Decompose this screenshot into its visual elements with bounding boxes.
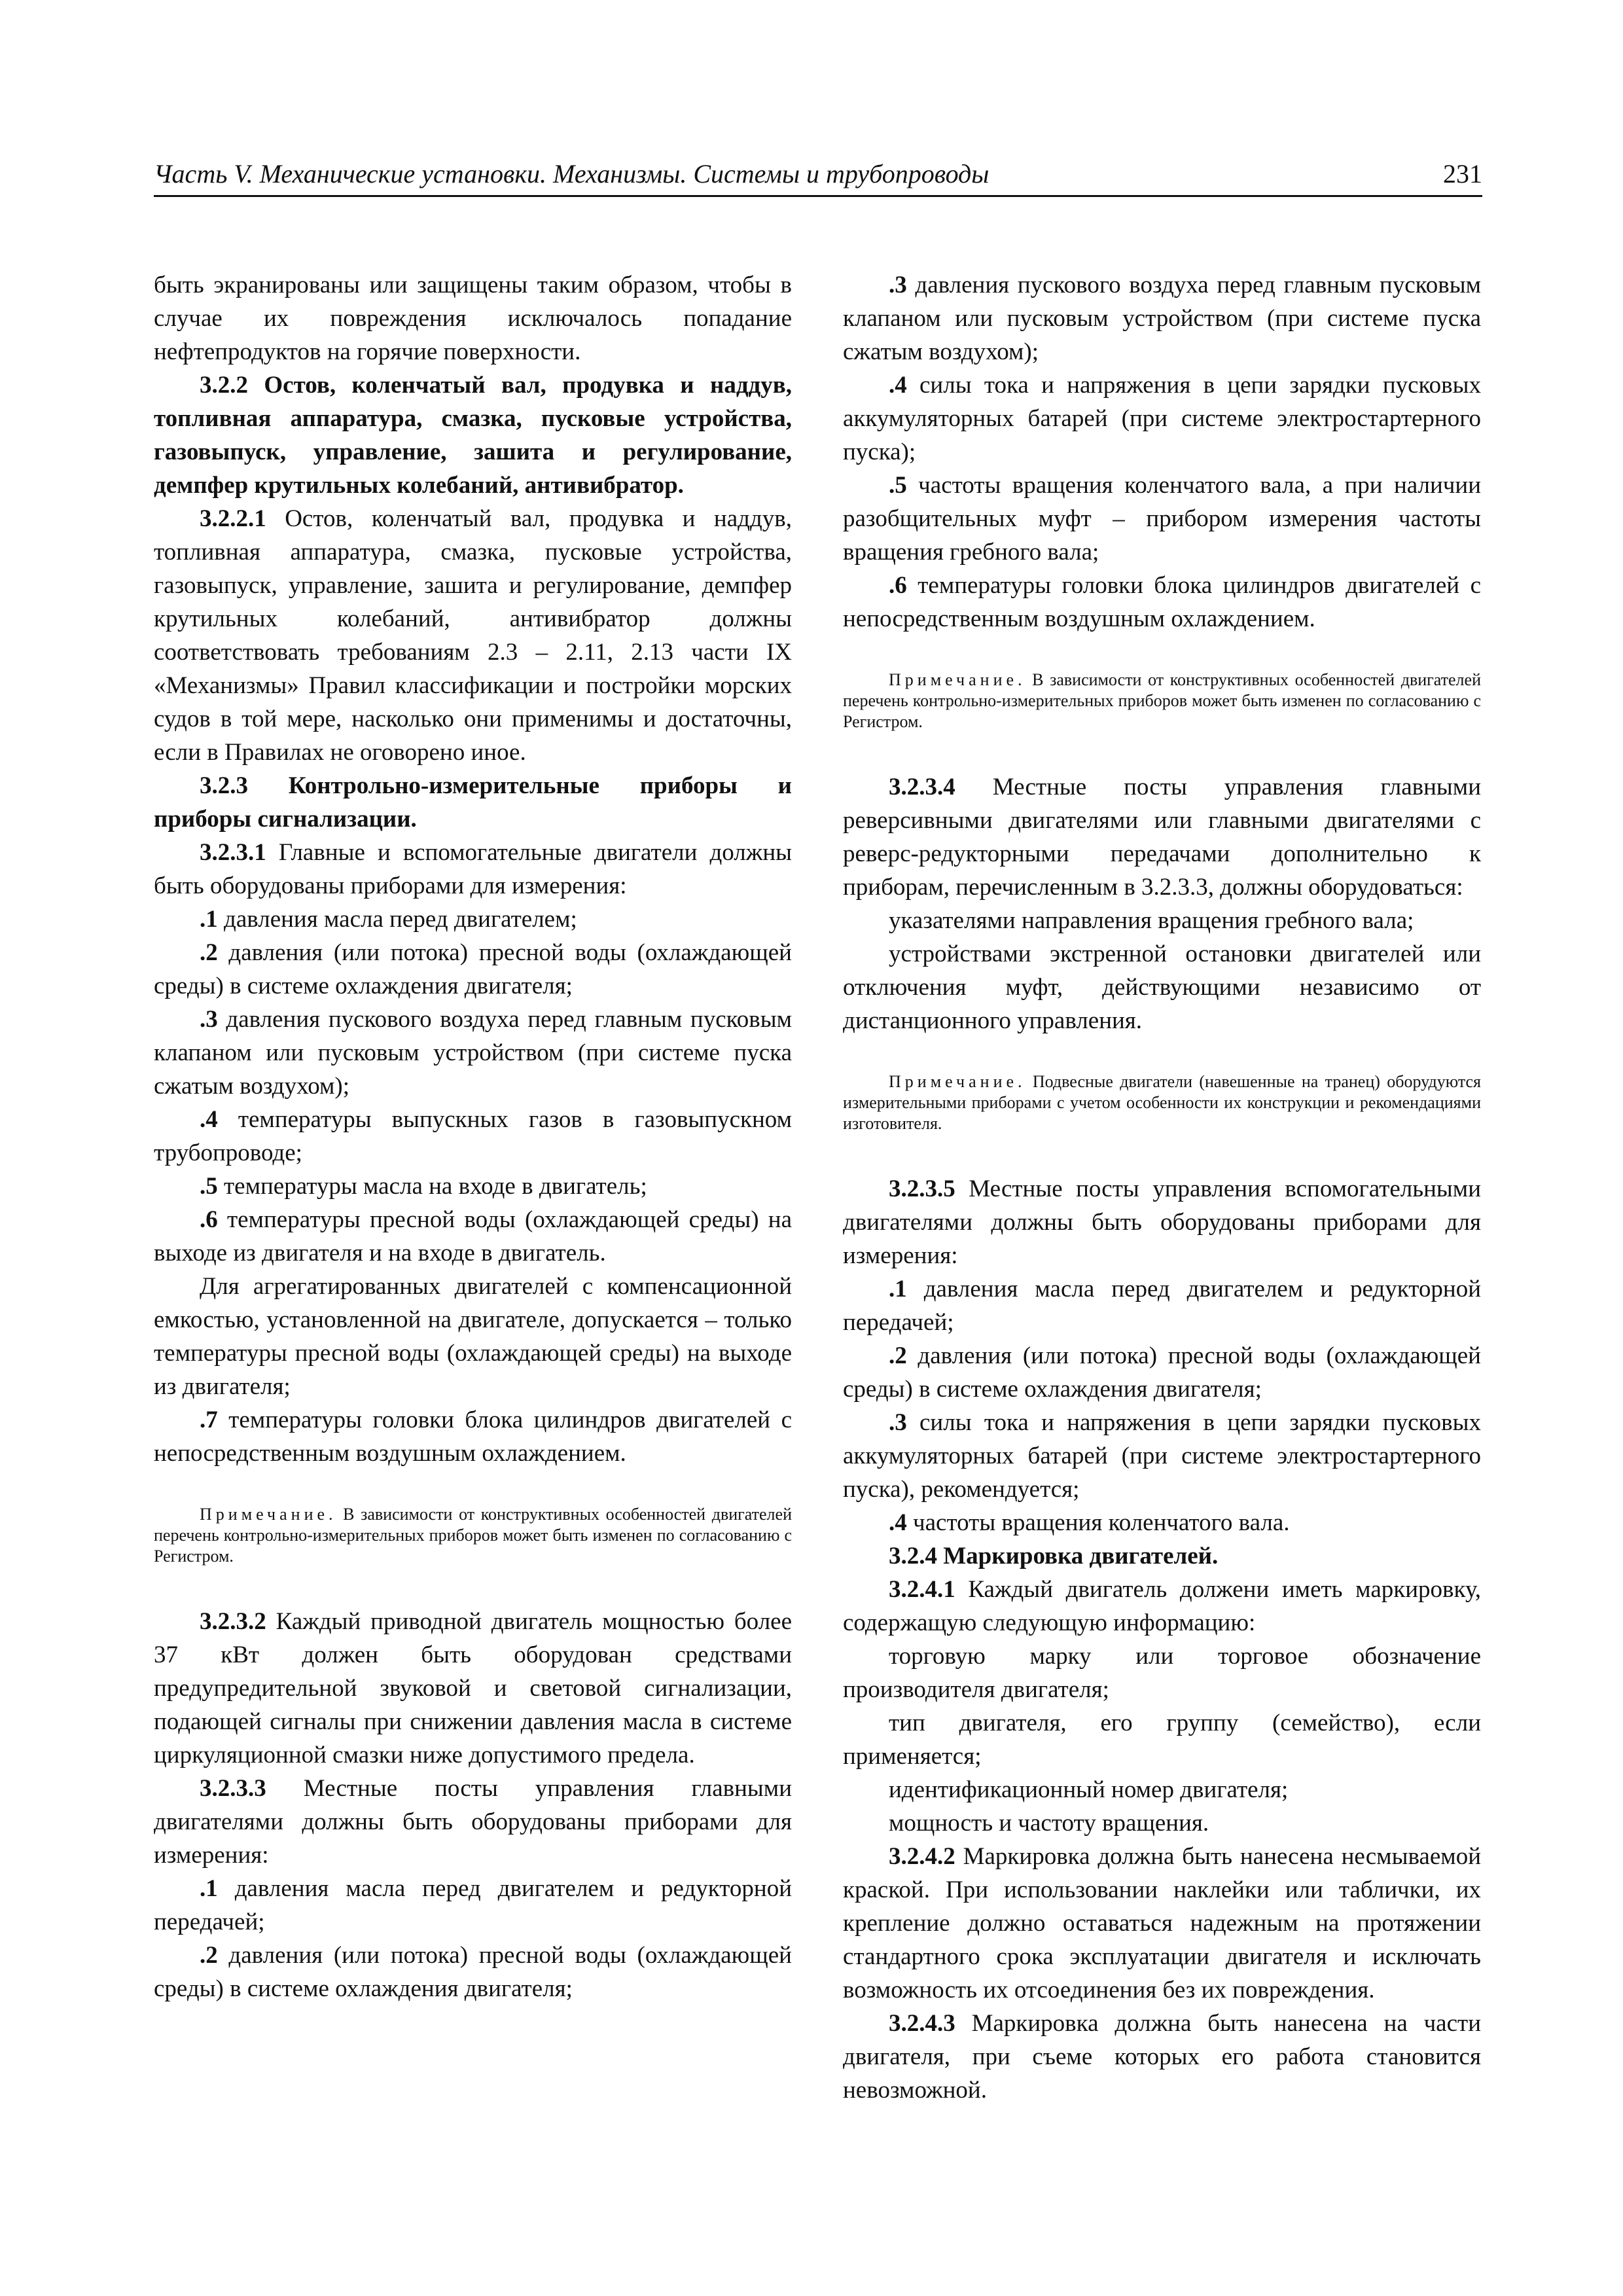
clause-text: Маркировка должна быть нанесена несмываемой краской. При использовании наклейки или таблички, их крепление должно оставаться надежным на протяжении стандартного срока эксплуатации двигателя и исключать возможность их отсоединения без их повреждения.: [843, 1843, 1481, 2003]
item-text: частоты вращения коленчатого вала, а при наличии разобщительных муфт – прибором измерения частоты вращения гребного вала;: [843, 472, 1481, 565]
marking-item: идентификационный номер двигателя;: [889, 1776, 1289, 1803]
note-2: [843, 670, 1481, 732]
list-item: [154, 1003, 792, 1103]
item-number: .3: [200, 1006, 218, 1033]
item-text: температуры пресной воды (охлаждающей среды) на выходе из двигателя и на входе в двигатель.: [154, 1206, 792, 1266]
paragraph-3-2-4-1: [843, 1573, 1481, 1640]
item-text: температуры масла на входе в двигатель;: [217, 1173, 647, 1200]
page-number: 231: [1443, 159, 1482, 188]
section-3-2-3-heading: 3.2.3 Контрольно-измерительные приборы и приборы сигнализации.: [154, 772, 792, 833]
clause-number: 3.2.3.2: [200, 1608, 266, 1635]
paragraph-3-2-3-3: [154, 1772, 792, 1872]
note-text: В зависимости от конструктивных особенностей двигателей перечень контрольно-измерительных приборов может быть изменен по согласованию с Регистром.: [843, 670, 1481, 731]
marking-item: торговую марку или торговое обозначение производителя двигателя;: [843, 1643, 1481, 1703]
clause-text: Местные посты управления главными двигателями должны быть оборудованы приборами для измерения:: [154, 1775, 792, 1869]
item-text: давления масла перед двигателем и редукторной передачей;: [843, 1276, 1481, 1336]
item-text: давления пускового воздуха перед главным пусковым клапаном или пусковым устройством (при системе пуска сжатым воздухом);: [154, 1006, 792, 1100]
marking-item: тип двигателя, его группу (семейство), если применяется;: [843, 1710, 1481, 1770]
list-item: [843, 1339, 1481, 1406]
clause-number: 3.2.3.3: [200, 1775, 266, 1802]
item-text: силы тока и напряжения в цепи зарядки пусковых аккумуляторных батарей (при системе электростартерного пуска), рекомендуется;: [843, 1409, 1481, 1503]
list-item: [154, 1872, 792, 1939]
paragraph-3-2-3-2: [154, 1605, 792, 1772]
item-text: температуры выпускных газов в газовыпускном трубопроводе;: [154, 1106, 792, 1166]
clause-number: 3.2.3.5: [889, 1175, 955, 1202]
item-text: силы тока и напряжения в цепи зарядки пусковых аккумуляторных батарей (при системе электростартерного пуска);: [843, 372, 1481, 465]
item-number: .1: [889, 1276, 907, 1302]
clause-number: 3.2.4.3: [889, 2010, 955, 2037]
item-number: .2: [889, 1342, 907, 1369]
item-text: давления (или потока) пресной воды (охлаждающей среды) в системе охлаждения двигателя;: [154, 939, 792, 999]
item-number: .4: [889, 372, 907, 399]
clause-number: 3.2.4.2: [889, 1843, 955, 1870]
note-3: [843, 1071, 1481, 1134]
clause-text: Остов, коленчатый вал, продувка и наддув, топливная аппаратура, смазка, пусковые устройства, газовыпуск, управление, зашита и регулирование, демпфер крутильных колебаний, антивибратор должны соответствовать требованиям 2.3 – 2.11, 2.13 части IX «Механизмы» Правил классификации и постройки морских судов в той мере, насколько они применимы и достаточны, если в Правилах не оговорено иное.: [154, 505, 792, 766]
item-number: .6: [200, 1206, 218, 1233]
note-label: Примечание.: [889, 1072, 1026, 1091]
item-number: .5: [889, 472, 907, 499]
item-text: давления масла перед двигателем и редукторной передачей;: [154, 1875, 792, 1935]
clause-number: 3.2.3.4: [889, 774, 955, 800]
item-number: .1: [200, 1875, 218, 1902]
item-text: температуры головки блока цилиндров двигателей с непосредственным воздушным охлаждением.: [154, 1407, 792, 1467]
item-text: давления (или потока) пресной воды (охлаждающей среды) в системе охлаждения двигателя;: [843, 1342, 1481, 1403]
list-item: [154, 1403, 792, 1470]
item-number: .2: [200, 939, 218, 966]
list-item: [843, 368, 1481, 469]
running-header: [154, 154, 1482, 197]
item-number: .4: [889, 1509, 907, 1536]
clause-number: 3.2.2.1: [200, 505, 266, 532]
list-item: [154, 1939, 792, 2005]
clause-number: 3.2.4.1: [889, 1576, 955, 1603]
paragraph-3-2-2-1: [154, 502, 792, 769]
list-item: [154, 936, 792, 1003]
list-item: [154, 1170, 792, 1203]
item-number: .2: [200, 1942, 218, 1969]
item-text: давления (или потока) пресной воды (охлаждающей среды) в системе охлаждения двигателя;: [154, 1942, 792, 2002]
right-column: [843, 268, 1481, 2107]
list-item: [843, 1272, 1481, 1339]
item-number: .1: [200, 906, 218, 933]
list-item: [843, 469, 1481, 569]
list-item: [154, 903, 792, 936]
header-title: Часть V. Механические установки. Механизмы. Системы и трубопроводы: [154, 159, 990, 188]
clause-text: Местные посты управления вспомогательными двигателями должны быть оборудованы приборами для измерения:: [843, 1175, 1481, 1269]
item-text: температуры головки блока цилиндров двигателей с непосредственным воздушным охлаждением.: [843, 572, 1481, 632]
note-1: [154, 1504, 792, 1567]
clause-text: Главные и вспомогательные двигатели должны быть оборудованы приборами для измерения:: [154, 839, 792, 899]
item-number: .3: [889, 1409, 907, 1436]
item-text: частоты вращения коленчатого вала.: [906, 1509, 1290, 1536]
clause-text: Каждый двигатель должени иметь маркировку, содержащую следующую информацию:: [843, 1576, 1481, 1636]
paragraph-3-2-4-3: [843, 2007, 1481, 2107]
list-item: [843, 569, 1481, 636]
section-3-2-2-heading: 3.2.2 Остов, коленчатый вал, продувка и наддув, топливная аппаратура, смазка, пусковые устройства, газовыпуск, управление, зашита и регулирование, демпфер крутильных колебаний, антивибратор.: [154, 372, 792, 499]
paragraph-continuation: быть экранированы или защищены таким образом, чтобы в случае их повреждения исключалось попадание нефтепродуктов на горячие поверхности.: [154, 272, 792, 365]
clause-text: Маркировка должна быть нанесена на части двигателя, при съеме которых его работа становится невозможной.: [843, 2010, 1481, 2104]
paragraph-emergency-stop: устройствами экстренной остановки двигателей или отключения муфт, действующими независимо от дистанционного управления.: [843, 941, 1481, 1034]
left-column: [154, 268, 792, 2005]
paragraph-3-2-3-4: [843, 770, 1481, 904]
list-item: [843, 1406, 1481, 1506]
paragraph-indicators: указателями направления вращения гребного вала;: [889, 907, 1414, 934]
item-number: .4: [200, 1106, 218, 1133]
note-label: Примечание.: [889, 670, 1026, 689]
paragraph-aggregated: Для агрегатированных двигателей с компенсационной емкостью, установленной на двигателе, допускается – только температуры пресной воды (охлаждающей среды) на выходе из двигателя;: [154, 1273, 792, 1400]
item-number: .5: [200, 1173, 218, 1200]
note-text: Подвесные двигатели (навешенные на транец) оборудуются измерительными приборами с учетом особенности их конструкции и рекомендациями изготовителя.: [843, 1072, 1481, 1133]
paragraph-3-2-3-1: [154, 836, 792, 903]
item-number: .7: [200, 1407, 218, 1433]
paragraph-3-2-4-2: [843, 1840, 1481, 2007]
list-item: [843, 268, 1481, 368]
section-3-2-4-heading: 3.2.4 Маркировка двигателей.: [889, 1543, 1219, 1570]
list-item: [154, 1103, 792, 1170]
item-text: давления пускового воздуха перед главным пусковым клапаном или пусковым устройством (при системе пуска сжатым воздухом);: [843, 272, 1481, 365]
clause-text: Каждый приводной двигатель мощностью более 37 кВт должен быть оборудован средствами предупредительной звуковой и световой сигнализации, подающей сигналы при снижении давления масла в системе циркуляционной смазки ниже допустимого предела.: [154, 1608, 792, 1768]
item-number: .3: [889, 272, 907, 298]
clause-number: 3.2.3.1: [200, 839, 266, 866]
clause-text: Местные посты управления главными реверсивными двигателями или главными двигателями с реверс-редукторными передачами дополнительно к приборам, перечисленным в 3.2.3.3, должны оборудоваться:: [843, 774, 1481, 901]
item-text: давления масла перед двигателем;: [217, 906, 577, 933]
note-text: В зависимости от конструктивных особенностей двигателей перечень контрольно-измерительных приборов может быть изменен по согласованию с Регистром.: [154, 1505, 792, 1566]
list-item: [843, 1506, 1481, 1539]
note-label: Примечание.: [200, 1505, 337, 1524]
paragraph-3-2-3-5: [843, 1172, 1481, 1272]
marking-item: мощность и частоту вращения.: [889, 1810, 1209, 1837]
item-number: .6: [889, 572, 907, 599]
list-item: [154, 1203, 792, 1270]
